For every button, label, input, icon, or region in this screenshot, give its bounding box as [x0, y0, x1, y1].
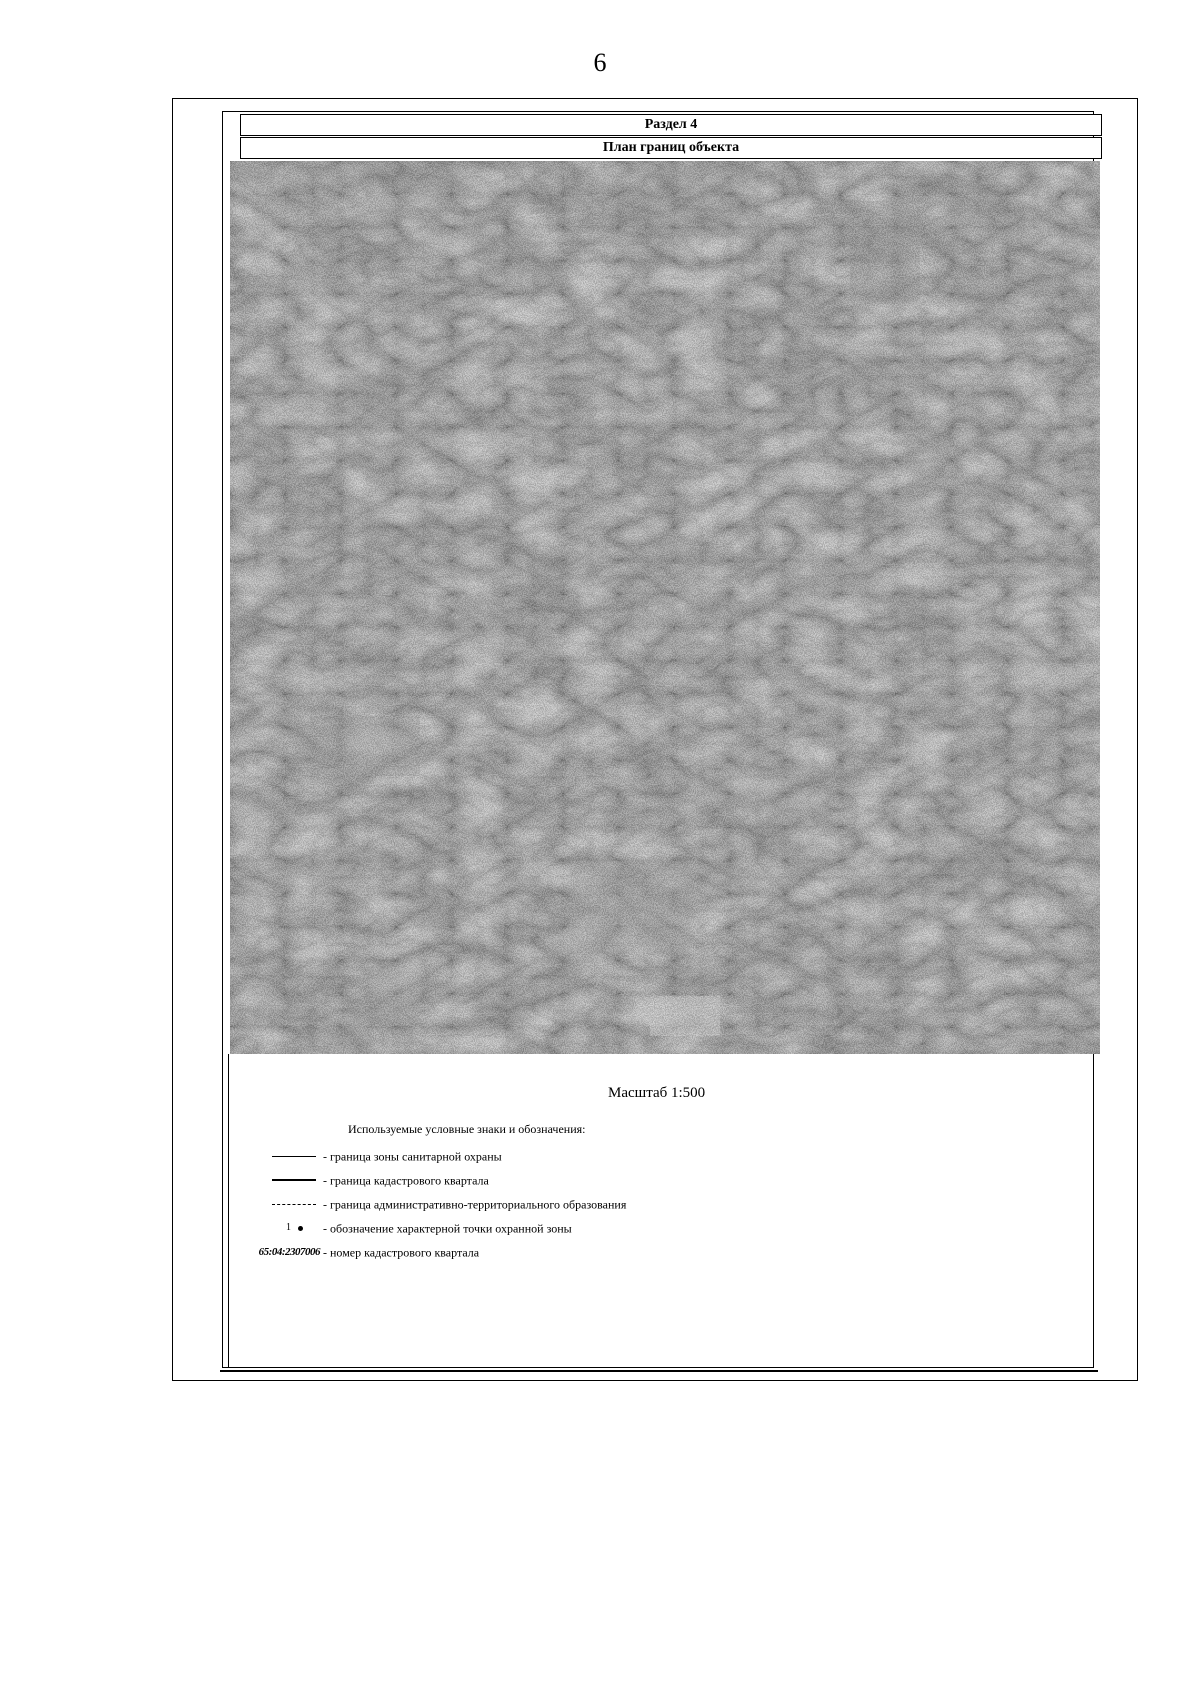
legend-item-sanitary-zone [270, 1146, 502, 1164]
legend-item-label: - граница зоны санитарной охраны [323, 1149, 502, 1164]
legend-item-cadastral-number [258, 1242, 480, 1260]
page-number: 6 [593, 48, 607, 77]
legend-item-label: - номер кадастрового квартала [323, 1245, 480, 1260]
point-symbol [270, 1219, 320, 1237]
bottom-rule [220, 1370, 1098, 1372]
point-dot-icon [298, 1226, 303, 1231]
legend-item-label: - граница кадастрового квартала [323, 1173, 489, 1188]
solid-line-symbol [270, 1147, 320, 1165]
plan-title: План границ объекта [240, 137, 1102, 159]
section-heading: Раздел 4 [240, 114, 1102, 136]
thick-line-symbol [270, 1171, 320, 1189]
legend-item-admin-boundary [270, 1194, 626, 1212]
boundary-plan-map [230, 161, 1100, 1054]
legend-item-characteristic-point [270, 1218, 572, 1236]
dashed-line-symbol [270, 1195, 320, 1213]
legend-item-cadastral-block [270, 1170, 489, 1188]
legend-item-label: - обозначение характерной точки охранной зоны [323, 1221, 572, 1236]
legend-item-label: - граница административно-территориального образования [323, 1197, 627, 1212]
point-number: 1 [286, 1222, 291, 1234]
legend-title: Используемые условные знаки и обозначения: [348, 1122, 586, 1136]
scale-label: Масштаб 1:500 [608, 1085, 706, 1101]
cadastral-number-sample: 65:04:2307006 [258, 1246, 320, 1259]
map-image [230, 161, 1100, 1054]
